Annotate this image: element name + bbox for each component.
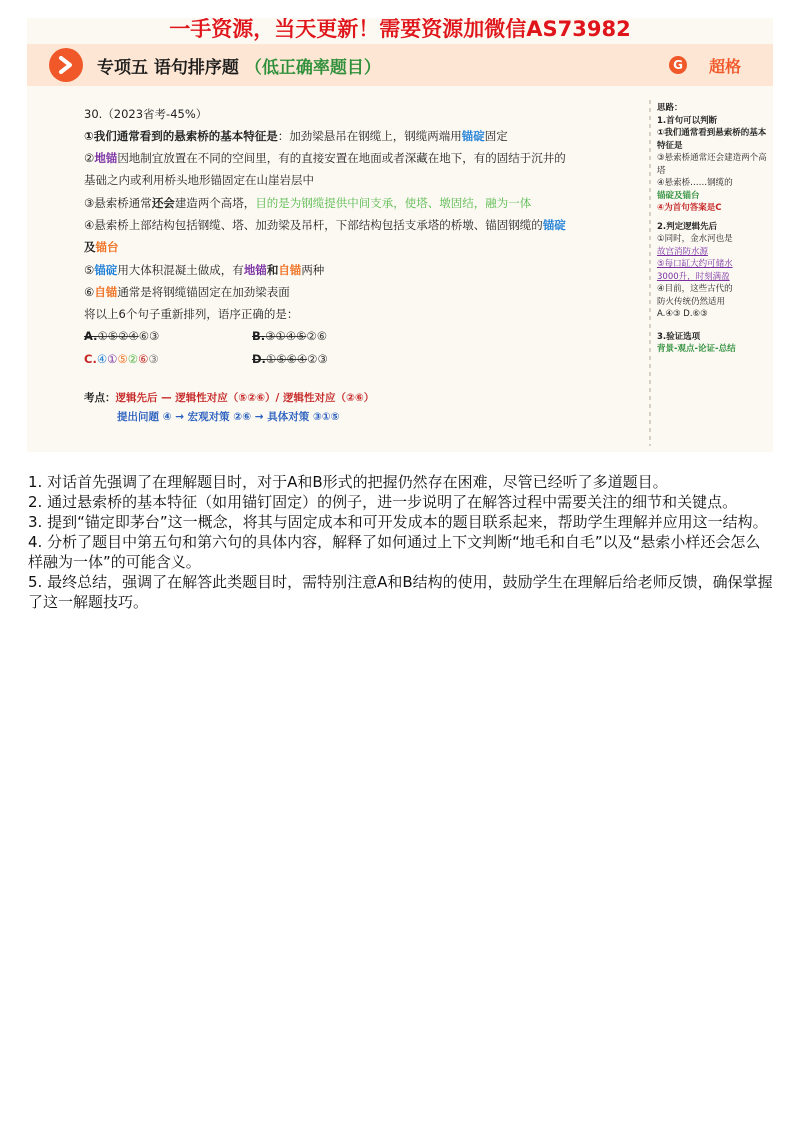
sentence-2: ②地锚因地制宜放置在不同的空间里，有的直接安置在地面或者深藏在地下，有的固结于沉井的 (84, 151, 566, 165)
option-seq-item: ④ (128, 329, 139, 343)
option-seq-item: ① (107, 352, 118, 366)
slide-subtitle: （低正确率题目） (244, 58, 381, 78)
note-item: 2. 通过悬索桥的基本特征（如用锚钉固定）的例子，进一步说明了在解答过程中需要关注的细节和关键点。 (28, 493, 738, 511)
brand-name: 超格 (708, 57, 741, 76)
option-c[interactable] (84, 352, 159, 366)
option-seq-item: ② (306, 329, 317, 343)
option-d[interactable] (252, 352, 328, 366)
option-seq-item: ⑤ (107, 329, 119, 343)
question-number: 30.（2023省考-45%） (84, 107, 208, 121)
note-item: 4. 分析了题目中第五句和第六句的具体内容，解释了如何通过上下文判断“地毛和自毛”以及“悬索小样还会怎么样融为一体”的可能含义。 (28, 533, 761, 571)
keypoints: 考点：逻辑先后 — 逻辑性对应（⑤②⑥）/ 逻辑性对应（②⑥） (84, 392, 375, 404)
note-item: 5. 最终总结，强调了在解答此类题目时，需特别注意A和B结构的使用，鼓励学生在理解后给老师反馈，确保掌握了这一解题技巧。 (28, 573, 773, 611)
option-seq-item: ⑥ (286, 352, 297, 366)
note-item: 3. 提到“锚定即茅台”这一概念，将其与固定成本和可开发成本的题目联系起来，帮助学生理解并应用这一结构。 (28, 513, 768, 531)
option-b[interactable] (252, 329, 327, 343)
sentence-4: ④悬索桥上部结构包括钢缆、塔、加劲梁及吊杆，下部结构包括支承塔的桥墩、锚固钢缆的锚碇 (84, 218, 566, 232)
sentence-2-cont: 基础之内或利用桥头地形锚固定在山崖岩层中 (84, 173, 314, 187)
option-seq-item: ③ (149, 329, 160, 343)
chevron-right-icon (49, 48, 83, 82)
keypoints-flow: 提出问题 ④ → 宏观对策 ②⑥ → 具体对策 ③①⑤ (117, 411, 340, 423)
option-label: D. (252, 352, 266, 366)
option-label: C. (84, 352, 97, 366)
option-seq-item: ⑤ (117, 352, 128, 366)
sentence-3: ③悬索桥通常还会建造两个高塔，目的是为钢缆提供中间支承，使塔、墩固结，融为一体 (84, 196, 532, 210)
slide-title: 专项五 语句排序题 （低正确率题目） (97, 58, 381, 78)
option-seq-item: ⑥ (138, 352, 149, 366)
option-seq-item: ① (265, 352, 277, 366)
option-seq-item: ⑥ (138, 329, 150, 343)
option-seq-item: ⑤ (296, 329, 307, 343)
slide-header (27, 44, 773, 86)
option-seq-item: ⑤ (276, 352, 287, 366)
sentence-4-cont: 及锚台 (84, 240, 119, 254)
lecture-slide (27, 18, 773, 452)
option-seq-item: ③ (148, 352, 159, 366)
option-seq-item: ④ (96, 352, 108, 366)
option-label: A. (84, 329, 98, 343)
option-seq-item: ③ (265, 329, 276, 343)
option-seq-item: ⑥ (316, 329, 328, 343)
option-a[interactable] (84, 329, 159, 343)
note-item: 1. 对话首先强调了在理解题目时，对于A和B形式的把握仍然存在困难，尽管已经听了多道题目。 (28, 473, 668, 491)
option-seq-item: ③ (317, 352, 328, 366)
sentence-1: ①我们通常看到的悬索桥的基本特征是：加劲梁悬吊在钢缆上，钢缆两端用锚碇固定 (84, 129, 508, 143)
brand-logo-icon: G (669, 56, 687, 74)
option-label: B. (252, 329, 266, 343)
option-seq-item: ① (275, 329, 286, 343)
option-seq-item: ② (127, 352, 139, 366)
sidebar-notes: 思路： 1.首句可以判断 ①我们通常看到悬索桥的基本特征是 ③悬索桥通常还会建造两个高塔 ④悬索桥……钢缆的 锚碇及锚台 ④为首句答案是C 2.判定逻辑先后 ①同时，金水河也是 故宫消防水源 ⑤每口缸大约可储水 3000升，时刻满盈 ④目前，这些古代的 防火传统仍然适用 A.④③ D.⑥③ 3.验证选项 背景-观点-论证-总结 (657, 103, 767, 354)
option-seq-item: ① (97, 329, 108, 343)
divider (649, 100, 651, 446)
sentence-6: ⑥自锚通常是将钢缆锚固定在加劲梁表面 (84, 285, 290, 299)
sentence-5: ⑤锚碇用大体积混凝土做成，有地锚和自锚两种 (84, 263, 325, 277)
option-seq-item: ② (118, 329, 129, 343)
summary-notes (28, 472, 773, 612)
option-seq-item: ④ (285, 329, 297, 343)
question-prompt: 将以上6个句子重新排列，语序正确的是： (84, 307, 299, 321)
promo-banner: 一手资源，当天更新！需要资源加微信AS73982 (169, 18, 631, 41)
option-seq-item: ④ (296, 352, 308, 366)
option-seq-item: ② (307, 352, 318, 366)
